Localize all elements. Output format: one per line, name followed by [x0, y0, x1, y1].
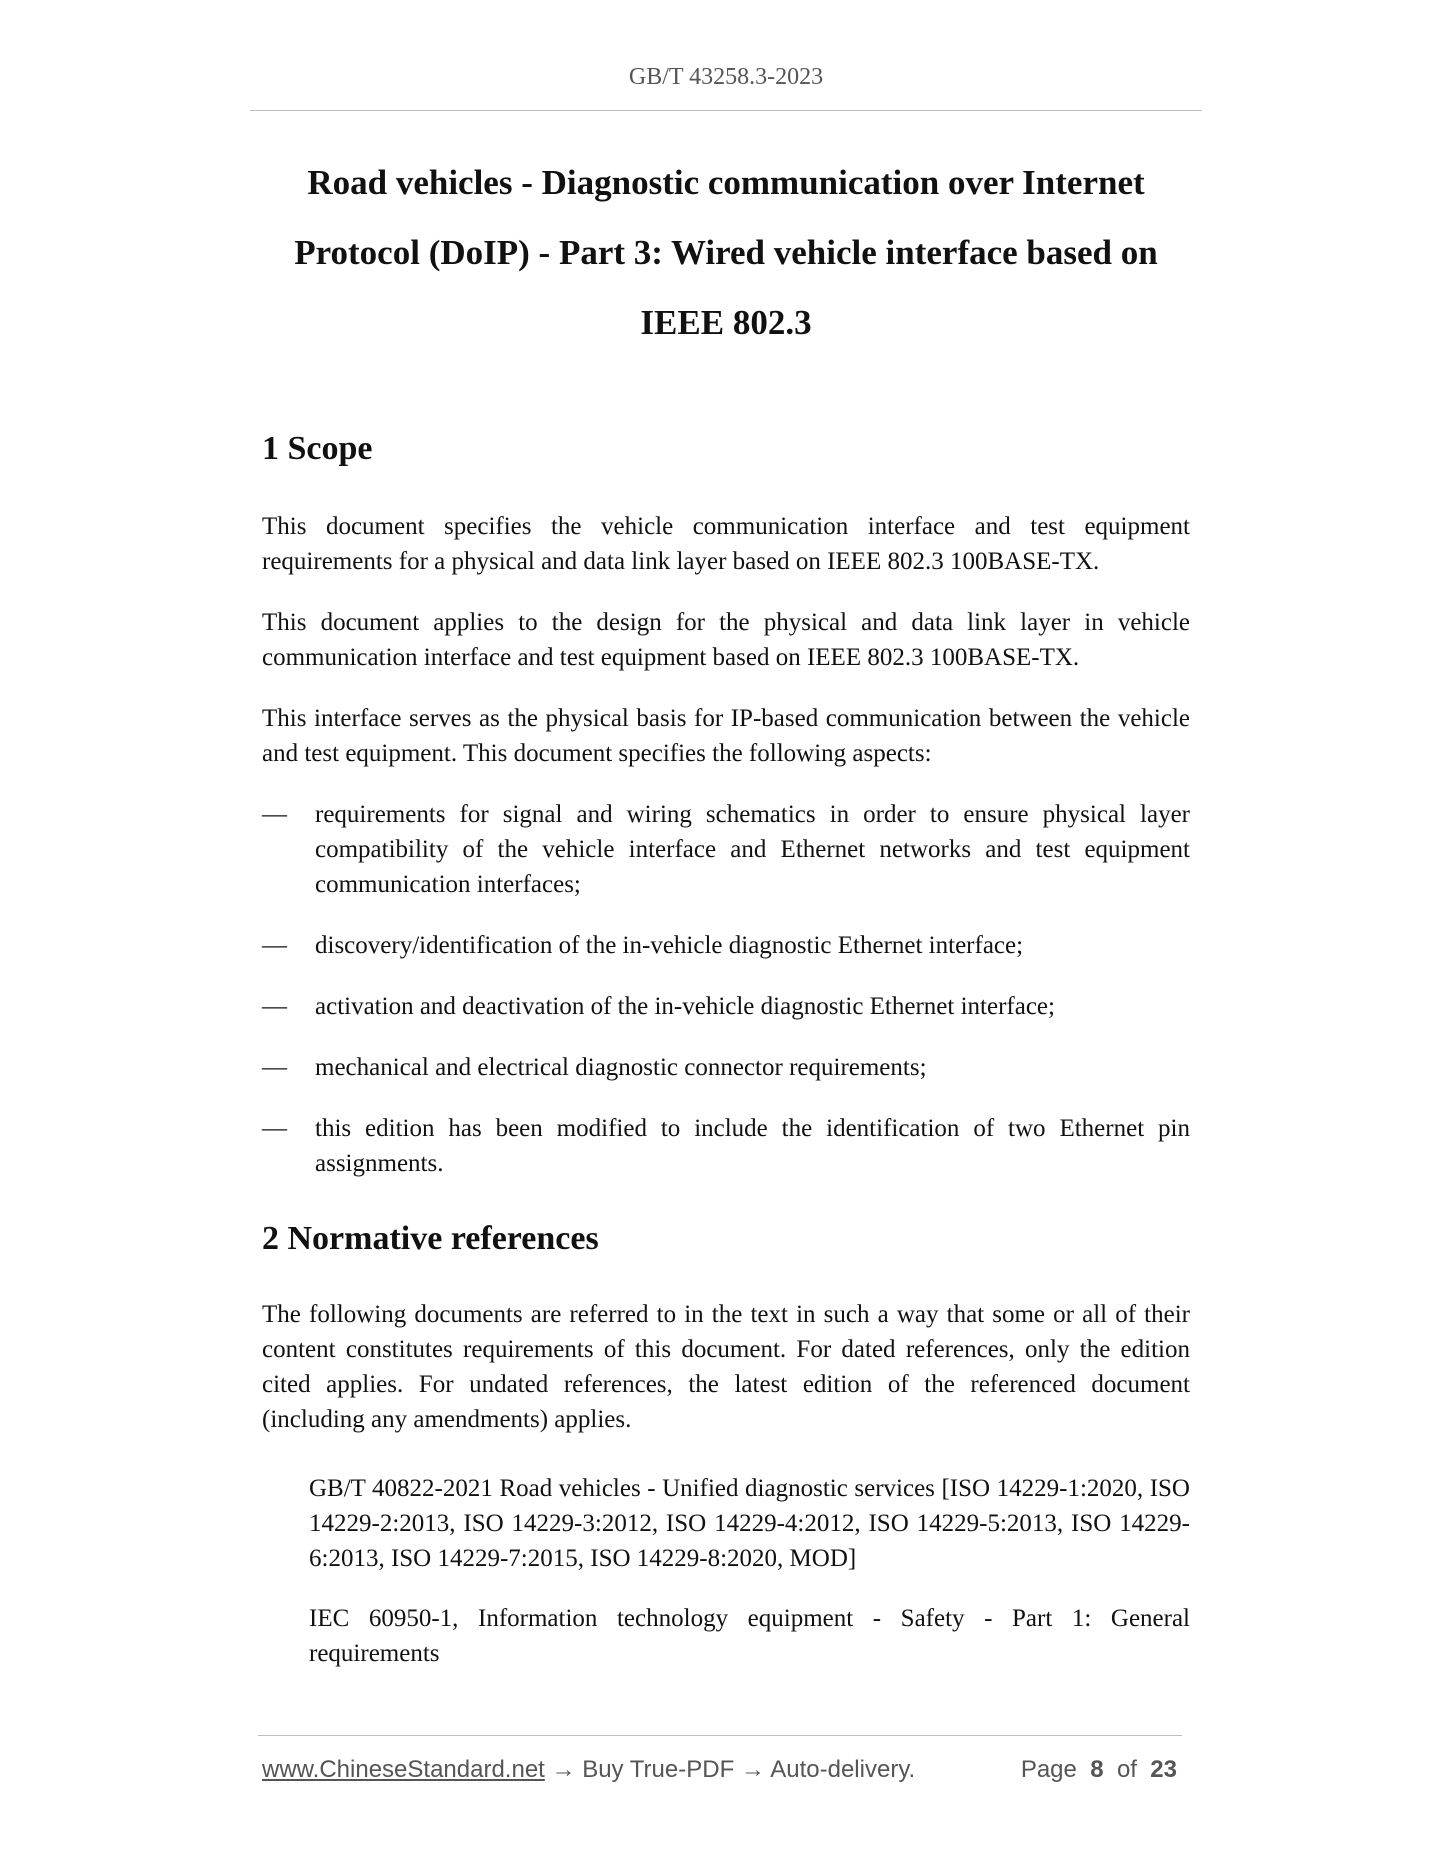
normative-references-heading: 2 Normative references — [262, 1220, 599, 1257]
bullet-text: requirements for signal and wiring schematics in order to ensure physical layer compatibility of the vehicle interface and Ethernet networks and test equipment communication interfaces; — [315, 801, 1190, 898]
bullet-dash: — — [262, 1115, 287, 1142]
standard-code-header: GB/T 43258.3-2023 — [628, 64, 824, 90]
scope-bullet-5 — [262, 1111, 1190, 1181]
scope-bullet-3 — [262, 989, 1190, 1024]
auto-delivery-text: Auto-delivery. — [770, 1756, 916, 1783]
bullet-dash: — — [262, 932, 287, 959]
buy-true-pdf-text: Buy True-PDF — [582, 1756, 735, 1783]
document-title — [250, 148, 1202, 358]
bullet-dash: — — [262, 993, 287, 1020]
of-label: of — [1116, 1756, 1137, 1783]
bullet-dash: — — [262, 801, 287, 828]
page-footer — [262, 1756, 1182, 1786]
reference-item: GB/T 40822-2021 Road vehicles - Unified diagnostic services [ISO 14229-1:2020, ISO 14229-2:2013, ISO 14229-3:2012, ISO 14229-4:2012, ISO 14229-5:2013, ISO 14229-6:2013, ISO 14229-7:2015, ISO 14229-8:2020, MOD] — [309, 1475, 1190, 1572]
bullet-text: this edition has been modified to include the identification of two Ethernet pin assignments. — [315, 1115, 1190, 1177]
current-page-number: 8 — [1090, 1756, 1104, 1783]
page-number-indicator — [1021, 1756, 1177, 1784]
scope-bullet-1 — [262, 797, 1190, 902]
footer-divider — [258, 1735, 1182, 1736]
reference-item: IEC 60950-1, Information technology equipment - Safety - Part 1: General requirements — [309, 1605, 1190, 1667]
title-line-2: Protocol (DoIP) - Part 3: Wired vehicle interface based on — [294, 233, 1158, 272]
page-label: Page — [1020, 1756, 1077, 1783]
footer-promo — [262, 1756, 915, 1784]
scope-heading: 1 Scope — [262, 430, 373, 467]
site-link[interactable]: www.ChineseStandard.net — [262, 1756, 545, 1783]
arrow-right-icon: → — [740, 1756, 765, 1783]
title-line-1: Road vehicles - Diagnostic communication over Internet — [307, 163, 1145, 202]
header-divider — [250, 110, 1202, 111]
total-page-number: 23 — [1150, 1756, 1177, 1783]
scope-bullet-2 — [262, 928, 1190, 963]
bullet-text: mechanical and electrical diagnostic connector requirements; — [315, 1054, 927, 1081]
bullet-text: activation and deactivation of the in-vehicle diagnostic Ethernet interface; — [315, 993, 1055, 1020]
arrow-right-icon: → — [551, 1756, 576, 1783]
bullet-text: discovery/identification of the in-vehicle diagnostic Ethernet interface; — [315, 932, 1024, 959]
scope-paragraph-1: This document specifies the vehicle communication interface and test equipment requirements for a physical and data link layer based on IEEE 802.3 100BASE-TX. — [262, 513, 1190, 575]
scope-bullet-4 — [262, 1050, 1190, 1085]
bullet-dash: — — [262, 1054, 287, 1081]
scope-paragraph-3: This interface serves as the physical basis for IP-based communication between the vehicle and test equipment. This document specifies the following aspects: — [262, 705, 1190, 767]
normative-intro-paragraph: The following documents are referred to in the text in such a way that some or all of their content constitutes requirements of this document. For dated references, only the edition cited applies. For undated references, the latest edition of the referenced document (including any amendments) applies. — [262, 1301, 1190, 1433]
title-line-3: IEEE 802.3 — [640, 303, 812, 342]
scope-paragraph-2: This document applies to the design for the physical and data link layer in vehicle communication interface and test equipment based on IEEE 802.3 100BASE-TX. — [262, 609, 1190, 671]
